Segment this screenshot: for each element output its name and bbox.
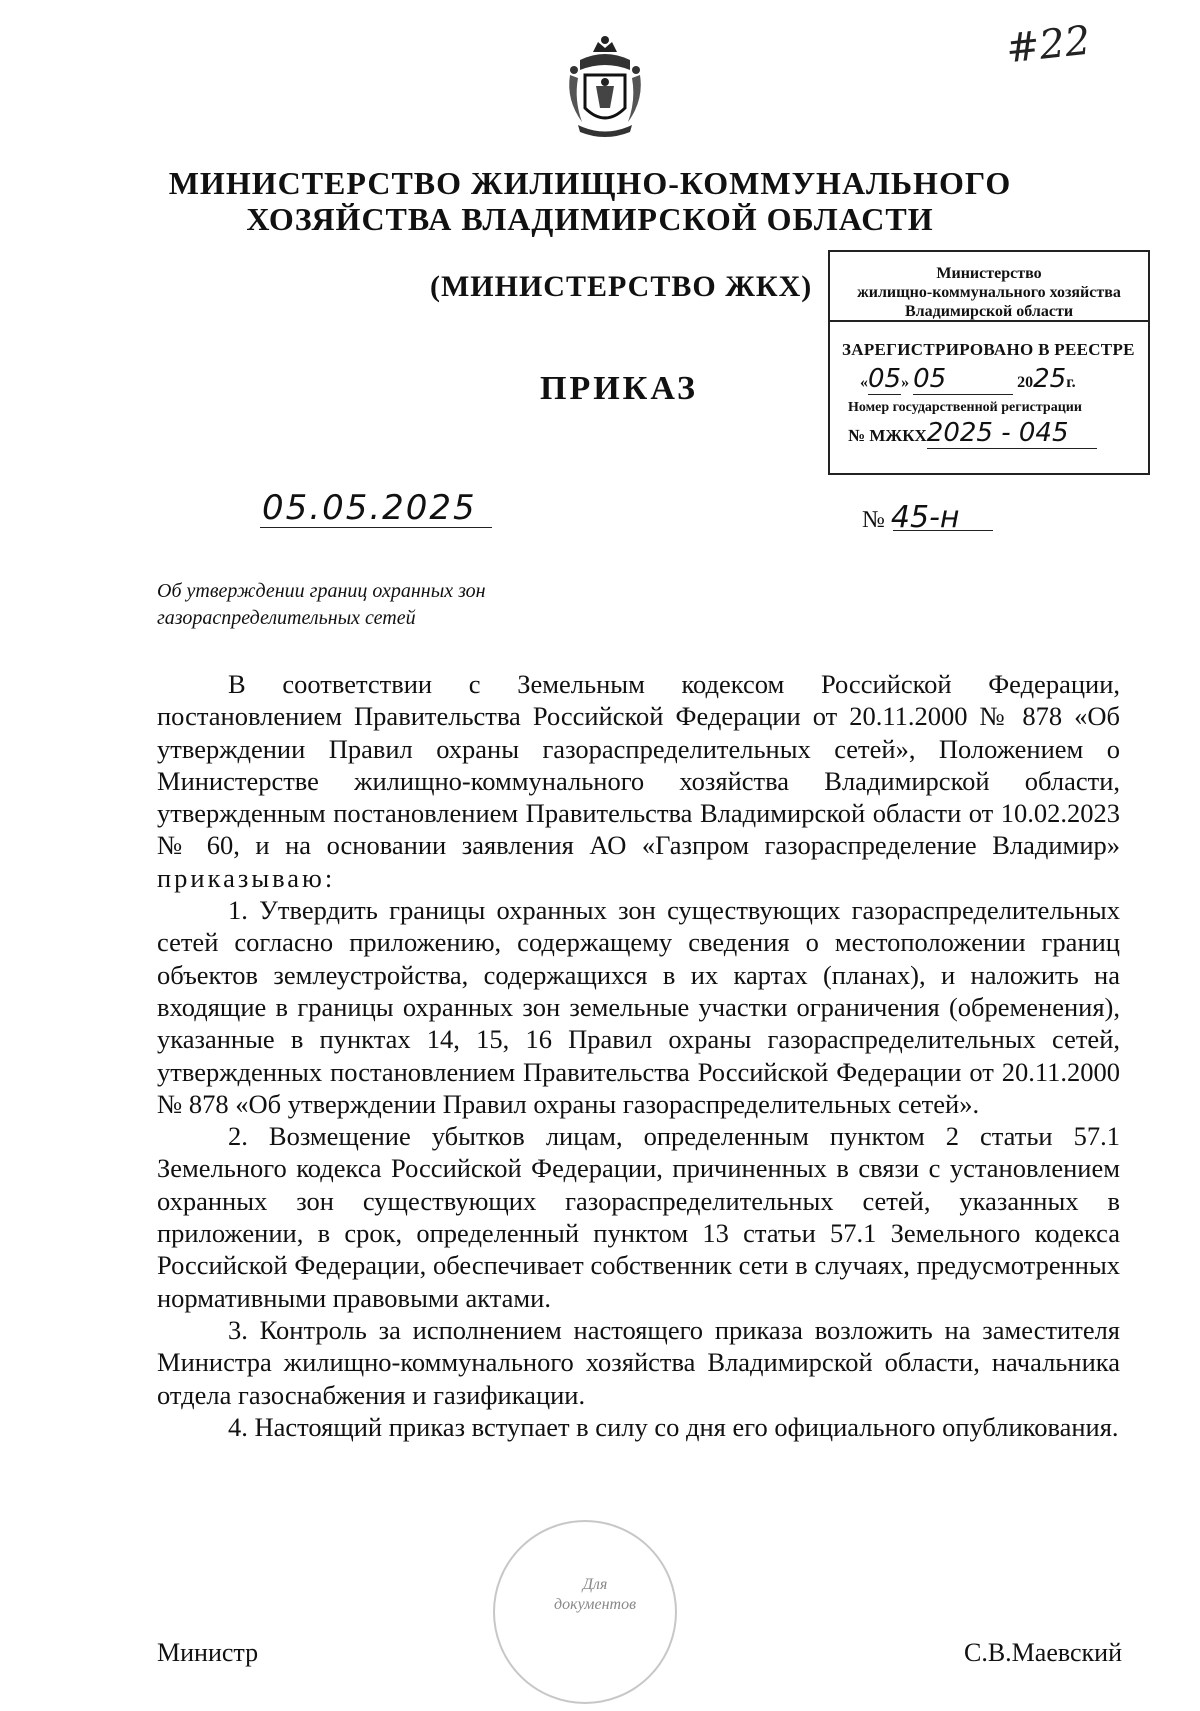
seal-text: [545, 1575, 645, 1615]
body-item-1: 1. Утвердить границы охранных зон существующих газораспределительных сетей согласно приложению, содержащему сведения о местоположении границ объектов землеустройства, содержащихся в их картах (планах), и наложить на входящие в границы охранных зон земельные участки ограничения (обременения), указанные в пунктах 14, 15, 16 Правил охраны газораспределительных сетей, утвержденных постановлением Правительства Российской Федерации от 20.11.2000 № 878 «Об утверждении Правил охраны газораспределительных сетей».: [157, 895, 1120, 1119]
stamp-year-prefix: 20: [1017, 374, 1034, 391]
order-number-prefix: №: [862, 507, 885, 533]
stamp-date: [830, 360, 1148, 400]
stamp-date-sep: »: [901, 374, 910, 391]
stamp-reg-number: [830, 416, 1148, 449]
order-number-value: 45-н: [890, 500, 960, 535]
body-item-4: 4. Настоящий приказ вступает в силу со дня его официального опубликования.: [228, 1411, 1119, 1442]
order-subject: [157, 578, 486, 632]
subject-line2: газораспределительных сетей: [157, 607, 416, 629]
stamp-line2: жилищно-коммунального хозяйства: [857, 284, 1121, 301]
body-intro: [157, 668, 1120, 894]
signatory-name: С.В.Маевский: [963, 1638, 1122, 1667]
ministry-title-line2: ХОЗЯЙСТВА ВЛАДИМИРСКОЙ ОБЛАСТИ: [246, 201, 934, 237]
order-number-underline: [893, 530, 993, 531]
order-title: ПРИКАЗ: [540, 370, 698, 407]
order-date: 05.05.2025: [262, 488, 477, 528]
order-date-underline: [260, 527, 492, 528]
stamp-line3: Владимирской области: [904, 303, 1074, 320]
subject-line1: Об утверждении границ охранных зон: [157, 580, 486, 602]
stamp-registered: ЗАРЕГИСТРИРОВАНО В РЕЕСТРЕ: [842, 340, 1135, 359]
body-item-2: 2. Возмещение убытков лицам, определенным пунктом 2 статьи 57.1 Земельного кодекса Российской Федерации, причиненных в связи с установлением охранных зон существующих газораспределительных сетей, указанных в приложении, в срок, определенный пунктом 13 статьи 57.1 Земельного кодекса Российской Федерации, обеспечивает собственник сети в случаях, предусмотренных нормативными правовыми актами.: [157, 1121, 1120, 1313]
stamp-year-end: г.: [1066, 374, 1076, 391]
body-item-3: 3. Контроль за исполнением настоящего приказа возложить на заместителя Министра жилищно-коммунального хозяйства Владимирской области, начальника отдела газоснабжения и газификации.: [157, 1314, 1120, 1410]
handwritten-corner-note: #22: [1003, 17, 1093, 73]
body-intro-command: приказываю:: [157, 862, 336, 893]
registration-stamp: [828, 250, 1150, 475]
stamp-reg-number-label: Номер государственной регистрации: [848, 400, 1082, 415]
stamp-date-month: 05: [913, 364, 1013, 395]
seal-text-line2: документов: [553, 1596, 637, 1613]
stamp-date-open: «: [860, 374, 868, 391]
stamp-reg-number-value: 2025 - 045: [927, 418, 1097, 449]
signatory-position: Министр: [157, 1638, 259, 1667]
coat-of-arms-icon: [560, 30, 650, 140]
seal-text-line1: Для: [582, 1576, 608, 1593]
body-intro-text: В соответствии с Земельным кодексом Российской Федерации, постановлением Правительства Российской Федерации от 20.11.2000 № 878 «Об утверждении Правил охраны газораспределительных сетей», Положением о Министерстве жилищно-коммунального хозяйства Владимирской области, утвержденным постановлением Правительства Владимирской области от 10.02.2023 № 60, и на основании заявления АО «Газпром газораспределение Владимир»: [157, 669, 1120, 861]
ministry-title: [150, 165, 1030, 237]
ministry-short-name: (МИНИСТЕРСТВО ЖКХ): [430, 270, 813, 303]
stamp-reg-number-prefix: № МЖКХ: [848, 426, 927, 445]
stamp-line1: Министерство: [936, 265, 1042, 282]
stamp-date-day: 05: [868, 364, 902, 394]
order-body: [157, 668, 1120, 1443]
stamp-header: [830, 252, 1148, 322]
ministry-title-line1: МИНИСТЕРСТВО ЖИЛИЩНО-КОММУНАЛЬНОГО: [168, 165, 1012, 201]
stamp-year-suffix: 25: [1033, 364, 1067, 394]
